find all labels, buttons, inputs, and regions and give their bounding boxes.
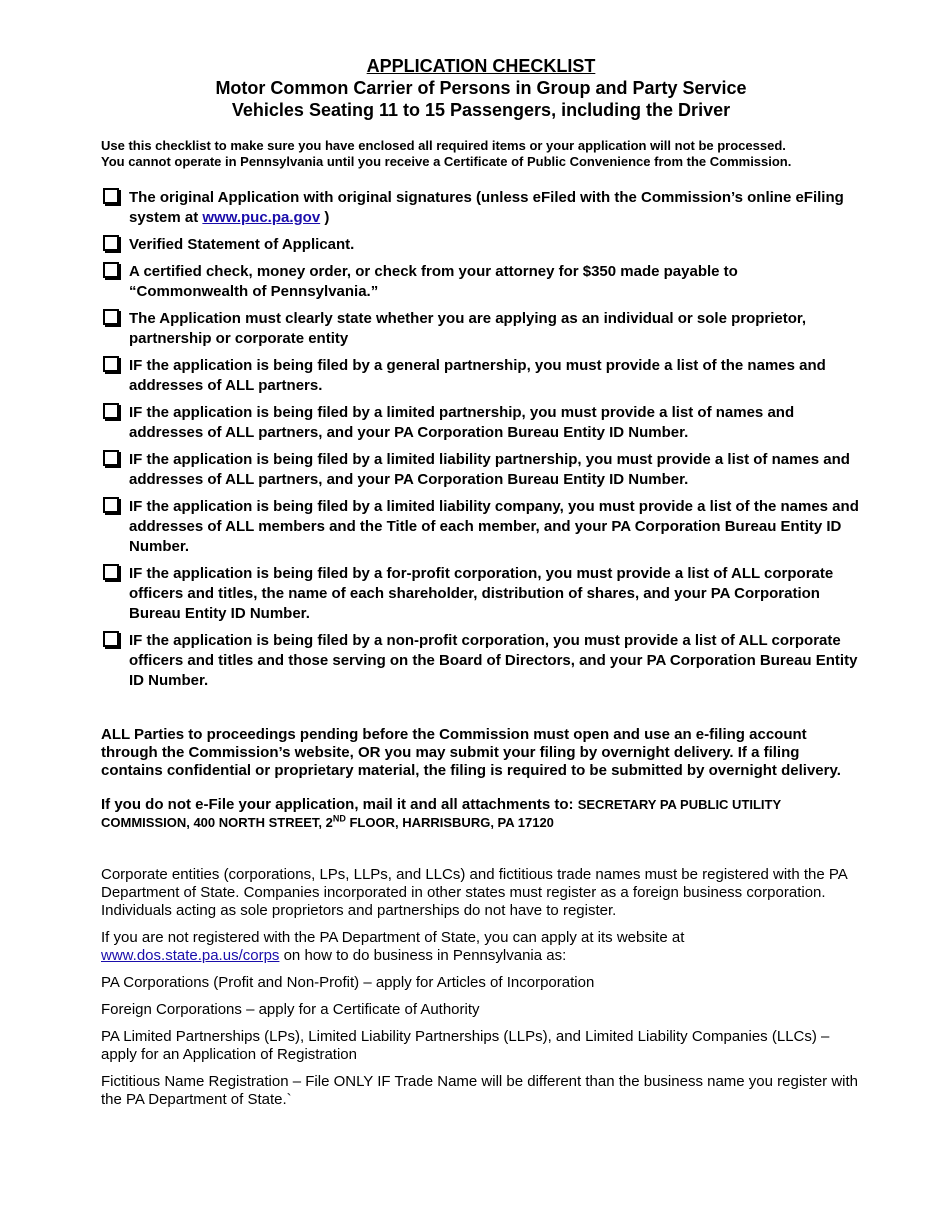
page-title: APPLICATION CHECKLIST [366, 56, 596, 76]
checklist [101, 188, 861, 691]
address-part-1: SECRETARY PA PUBLIC UTILITY COMMISSION, 400 NORTH STREET, 2 [101, 797, 781, 830]
checklist-item-verified-statement [101, 235, 861, 255]
title-block [101, 55, 861, 121]
checklist-item-entity-type [101, 309, 861, 349]
checklist-item-text: Verified Statement of Applicant. [129, 236, 355, 253]
checklist-item-tail: ” [370, 283, 379, 300]
checkbox-icon[interactable] [103, 631, 119, 647]
checklist-item-limited-partnership [101, 403, 861, 443]
page-subtitle-2: Vehicles Seating 11 to 15 Passengers, including the Driver [231, 100, 731, 120]
checklist-item-text: IF the application is being filed by a limited liability partnership, you must provide a list of names and addresses of ALL partners, and your PA Corporation Bureau Entity ID Number. [129, 451, 850, 488]
checkbox-icon[interactable] [103, 564, 119, 580]
checklist-item-text: A certified check, money order, or check from your attorney for $350 made payable to “ [129, 263, 738, 300]
puc-website-link[interactable]: www.puc.pa.gov [202, 209, 321, 226]
checklist-item-text: IF the application is being filed by a non-profit corporation, you must provide a list of ALL corporate officers and titles and those serving on the Board of Directors, and your PA Corporation Bureau Entity ID Number. [129, 632, 858, 689]
intro-text [101, 138, 861, 170]
foreign-corporations-line: Foreign Corporations – apply for a Certificate of Authority [101, 1001, 480, 1018]
checklist-item-tail: ) [320, 209, 330, 226]
checklist-item-llp [101, 450, 861, 490]
page-subtitle-1: Motor Common Carrier of Persons in Group and Party Service [215, 78, 747, 98]
checklist-item-non-profit [101, 631, 861, 691]
intro-line-2: You cannot operate in Pennsylvania until you receive a Certificate of Public Convenience from the Commission. [101, 154, 792, 169]
checklist-item-text: IF the application is being filed by a limited liability company, you must provide a list of the names and addresses of ALL members and the Title of each member, and your PA Corporation Bureau Entity ID Number. [129, 498, 859, 555]
ordinal-suffix: ND [332, 813, 346, 824]
checkbox-icon[interactable] [103, 497, 119, 513]
checklist-item-text: IF the application is being filed by a for-profit corporation, you must provide a list of ALL corporate officers and titles, the name of each shareholder, distribution of shares, and your PA Corporation Bureau Entity ID Number. [129, 565, 834, 622]
not-registered-paragraph [101, 929, 861, 965]
checkbox-icon[interactable] [103, 188, 119, 204]
efiling-notice: ALL Parties to proceedings pending before the Commission must open and use an e-filing account through the Commission’s website, OR you may submit your filing by overnight delivery. If a filing contains confidential or proprietary material, the filing is required to be submitted by overnight delivery. [101, 726, 841, 779]
not-registered-tail: on how to do business in Pennsylvania as: [279, 947, 567, 964]
checklist-item-text: IF the application is being filed by a general partnership, you must provide a list of the names and addresses of ALL partners. [129, 357, 826, 394]
checklist-item-for-profit [101, 564, 861, 624]
pa-limited-line: PA Limited Partnerships (LPs), Limited Liability Partnerships (LLPs), and Limited Liability Companies (LLCs) – apply for an Application of Registration [101, 1028, 830, 1063]
fictitious-name-line: Fictitious Name Registration – File ONLY IF Trade Name will be different than the business name you register with the PA Department of State.` [101, 1073, 859, 1108]
checkbox-icon[interactable] [103, 235, 119, 251]
checkbox-icon[interactable] [103, 403, 119, 419]
mail-lead: If you do not e-File your application, mail it and all attachments to: [101, 796, 578, 813]
intro-line-1: Use this checklist to make sure you have enclosed all required items or your application will not be processed. [101, 138, 786, 153]
checklist-item-llc [101, 497, 861, 557]
address-part-2: FLOOR, HARRISBURG, PA 17120 [345, 815, 554, 830]
checklist-item-original-application [101, 188, 861, 228]
checkbox-icon[interactable] [103, 262, 119, 278]
pa-corporations-line: PA Corporations (Profit and Non-Profit) – apply for Articles of Incorporation [101, 974, 595, 991]
not-registered-lead: If you are not registered with the PA Department of State, you can apply at its website at [101, 929, 685, 946]
corporate-registration-paragraph: Corporate entities (corporations, LPs, LLPs, and LLCs) and fictitious trade names must be registered with the PA Department of State. Companies incorporated in other states must register as a foreign business corporation. Individuals acting as sole proprietors and partnerships do not have to register. [101, 866, 847, 919]
payee-name: Commonwealth of Pennsylvania. [136, 283, 371, 300]
checklist-item-general-partnership [101, 356, 861, 396]
checklist-item-text: IF the application is being filed by a limited partnership, you must provide a list of names and addresses of ALL partners, and your PA Corporation Bureau Entity ID Number. [129, 404, 795, 441]
checklist-item-payment [101, 262, 861, 302]
checklist-item-text: The Application must clearly state whether you are applying as an individual or sole proprietor, partnership or corporate entity [129, 310, 807, 347]
checkbox-icon[interactable] [103, 309, 119, 325]
checkbox-icon[interactable] [103, 356, 119, 372]
checklist-item-text: The original Application with original signatures (unless eFiled with the Commission’s online eFiling system at [129, 189, 844, 226]
dos-website-link[interactable]: www.dos.state.pa.us/corps [101, 947, 280, 964]
document-page [101, 55, 861, 1109]
mailing-instructions [101, 796, 861, 832]
checkbox-icon[interactable] [103, 450, 119, 466]
